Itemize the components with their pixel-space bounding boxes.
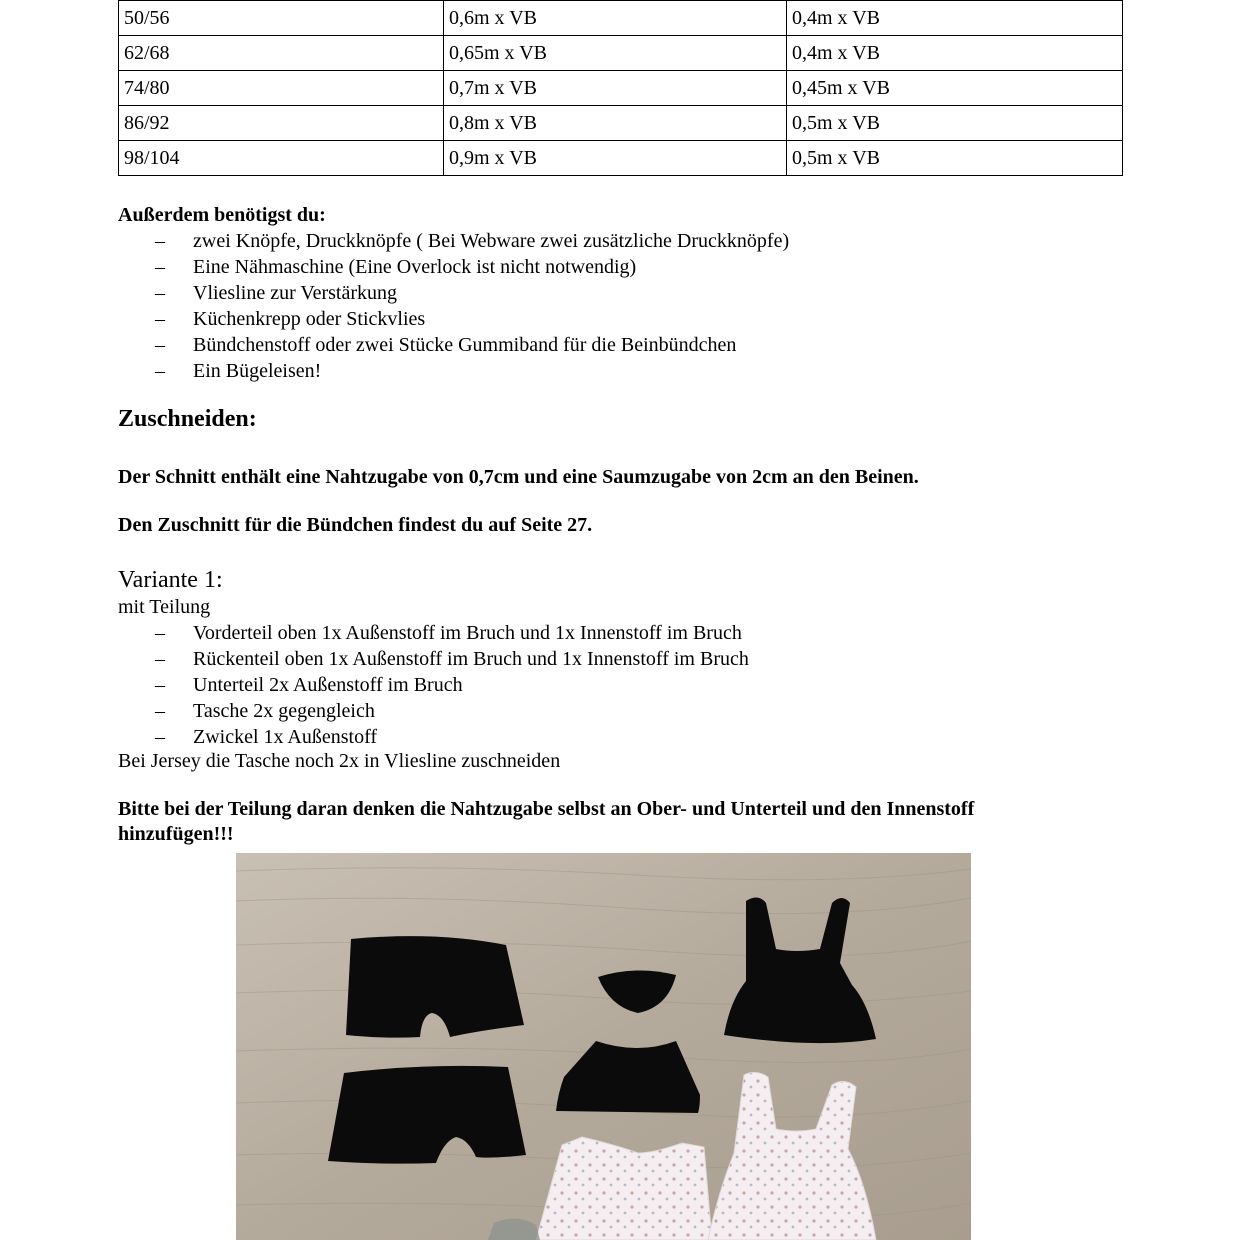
table-row: [119, 1, 1123, 36]
section-heading-cutting: Zuschneiden:: [118, 406, 257, 432]
table-cell-size: 62/68: [119, 36, 444, 71]
dash-bullet: –: [155, 674, 165, 696]
table-cell-inner-fabric: 0,5m x VB: [787, 106, 1123, 141]
dash-bullet: –: [155, 648, 165, 670]
photo-illustration: [236, 853, 971, 1240]
dash-bullet: –: [155, 700, 165, 722]
variant-title: Variante 1:: [118, 567, 223, 593]
materials-heading: Außerdem benötigst du:: [118, 204, 326, 226]
cuff-reference-note: Den Zuschnitt für die Bündchen findest du auf Seite 27.: [118, 514, 593, 536]
dash-bullet: –: [155, 726, 165, 748]
table-cell-inner-fabric: 0,5m x VB: [787, 141, 1123, 176]
table-row: [119, 36, 1123, 71]
dash-bullet: –: [155, 308, 165, 330]
warning-line-2: hinzufügen!!!: [118, 823, 234, 845]
table-row: [119, 141, 1123, 176]
dash-bullet: –: [155, 622, 165, 644]
table-cell-outer-fabric: 0,6m x VB: [444, 1, 787, 36]
table-cell-inner-fabric: 0,4m x VB: [787, 1, 1123, 36]
seam-allowance-note: Der Schnitt enthält eine Nahtzugabe von 0,7cm und eine Saumzugabe von 2cm an den Beinen.: [118, 466, 919, 488]
variant-subtitle: mit Teilung: [118, 596, 211, 618]
dash-bullet: –: [155, 360, 165, 382]
jersey-note: Bei Jersey die Tasche noch 2x in Vliesline zuschneiden: [118, 750, 561, 772]
table-cell-inner-fabric: 0,45m x VB: [787, 71, 1123, 106]
cut-pieces-photo: [236, 853, 971, 1240]
table-cell-outer-fabric: 0,9m x VB: [444, 141, 787, 176]
shorts-piece-bottom: [328, 1066, 526, 1164]
table-cell-size: 86/92: [119, 106, 444, 141]
table-cell-size: 74/80: [119, 71, 444, 106]
warning-line-1: Bitte bei der Teilung daran denken die Nahtzugabe selbst an Ober- und Unterteil und den Innenstoff: [118, 798, 975, 820]
table-cell-outer-fabric: 0,8m x VB: [444, 106, 787, 141]
table-row: [119, 71, 1123, 106]
fabric-size-table: [118, 0, 1123, 176]
dash-bullet: –: [155, 230, 165, 252]
dash-bullet: –: [155, 256, 165, 278]
table-cell-inner-fabric: 0,4m x VB: [787, 36, 1123, 71]
table-cell-size: 50/56: [119, 1, 444, 36]
table-row: [119, 106, 1123, 141]
bodice-piece-white: [536, 1137, 712, 1240]
table-cell-outer-fabric: 0,65m x VB: [444, 36, 787, 71]
dash-bullet: –: [155, 282, 165, 304]
table-cell-outer-fabric: 0,7m x VB: [444, 71, 787, 106]
table-cell-size: 98/104: [119, 141, 444, 176]
dash-bullet: –: [155, 334, 165, 356]
